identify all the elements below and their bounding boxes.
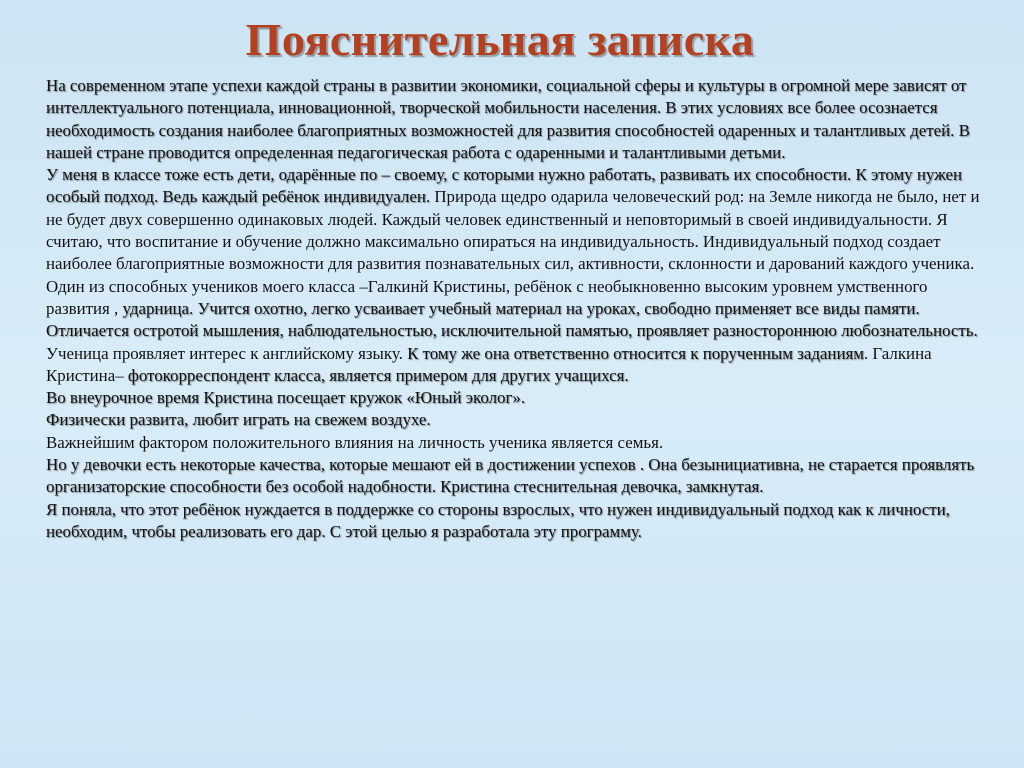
text-student-intro: Один из способных учеников моего класса –Галкинй Кристины, ребёнок с необыкновенно высоким уровнем умственного развития , [46,276,928,318]
text-responsible: К тому же она ответственно относится к порученным заданиям [407,343,864,363]
paragraph-individuality [46,164,994,275]
paragraph-ecolog: Во внеурочное время Кристина посещает кружок «Юный эколог». [46,388,526,408]
page-title: Пояснительная записка [245,14,755,65]
paragraph-family: Важнейшим фактором положительного влияния на личность ученика является семья. [46,432,664,452]
paragraph-conclusion: Я поняла, что этот ребёнок нуждается в поддержке со стороны взрослых, что нужен индивидуальный подход как к личности, необходим, чтобы реализовать его дар. С этой целью я разработала эту программу. [46,499,950,541]
paragraph-physical: Физически развита, любит играть на свежем воздухе. [46,410,431,430]
paragraph-weaknesses: Но у девочки есть некоторые качества, которые мешают ей в достижении успехов . Она безынициативна, не старается проявлять организаторские способности без особой надобности. Кристина стеснительная девочка, замкнутая. [46,455,975,497]
paragraph-intro: На современном этапе успехи каждой страны в развитии экономики, социальной сферы и культуры в огромной мере зависят от интеллектуального потенциала, инновационной, творческой мобильности населения. В этих условиях все более осознается необходимость создания наиболее благоприятных возможностей для развития способностей одаренных и талантливых детей. В нашей стране проводится определенная педагогическая работа с одаренными и талантливыми детьми. [46,76,970,162]
text-photocorrespondent: фотокорреспондент класса, является примером для других учащихся. [127,365,629,385]
paragraph-student [46,276,994,387]
document-body [46,75,994,543]
text-student-qualities: ударница. Учится охотно, легко усваивает учебный материал на уроках, свободно применяет все виды памяти. Отличается остротой мышления, наблюдательностью, исключительной памятью, проявляет разностороннюю любознательность. [46,298,978,341]
text-class-gifted: У меня в классе тоже есть дети, одарённые по – своему, с которыми нужно работать, развивать их способности. К этому нужен особый подход. Ведь каждый ребёнок индивидуален. [46,165,963,207]
text-nature: Природа щедро одарила человеческий род: на Земле никогда не было, нет и не будет двух совершенно одинаковых людей. Каждый человек единственный и неповторимый в своей индивидуальности. Я считаю, что воспитание и обучение должно максимально опираться на индивидуальность. Индивидуальный подход создает наиболее благоприятные возможности для развития познавательных сил, активности, склонности и дарований каждого ученика. [46,187,980,274]
text-english: Ученица проявляет интерес к английскому языку. [46,343,408,363]
text-galkina: . Галкина Кристина– [46,343,932,385]
